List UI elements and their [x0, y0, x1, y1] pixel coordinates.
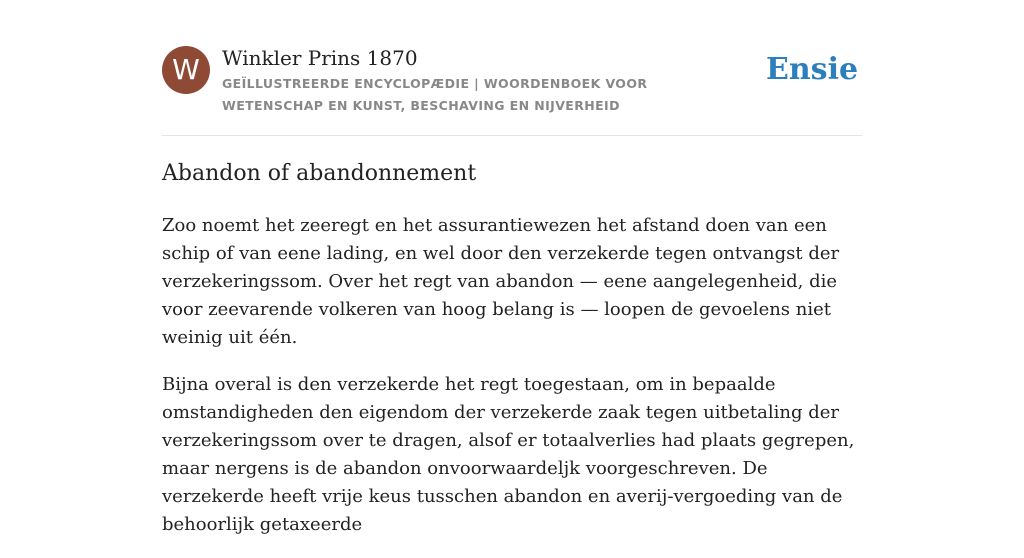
brand-logo[interactable]: Ensie [766, 52, 859, 87]
source-avatar[interactable]: W [162, 46, 210, 94]
header-divider [162, 135, 862, 136]
article-paragraph: Zoo noemt het zeeregt en het assurantiewezen het afstand doen van een schip of van eene lading, en wel door den verzekerde tegen ontvangst der verzekeringssom. Over het regt van abandon — eene aangelegenheid, die voor zeevarende volkeren van hoog belang is — loopen de gevoelens niet weinig uit één. [162, 215, 840, 348]
article-body [162, 212, 862, 558]
source-subtitle: GEÏLLUSTREERDE ENCYCLOPÆDIE | WOORDENBOEK VOOR WETENSCHAP EN KUNST, BESCHAVING EN NIJVERHEID [222, 76, 648, 113]
article-paragraph: Bijna overal is den verzekerde het regt toegestaan, om in bepaalde omstandigheden den eigendom der verzekerde zaak tegen uitbetaling der verzekeringssom over te dragen, alsof er totaalverlies had plaats gegrepen, maar nergens is de abandon onvoorwaardeljk voorgeschreven. De verzekerde heeft vrije keus tusschen abandon en averij-vergoeding van de behoorlijk getaxeerde [162, 374, 855, 535]
article-title: Abandon of abandonnement [162, 161, 477, 186]
source-header [162, 46, 862, 116]
source-title[interactable]: Winkler Prins 1870 [222, 46, 418, 70]
